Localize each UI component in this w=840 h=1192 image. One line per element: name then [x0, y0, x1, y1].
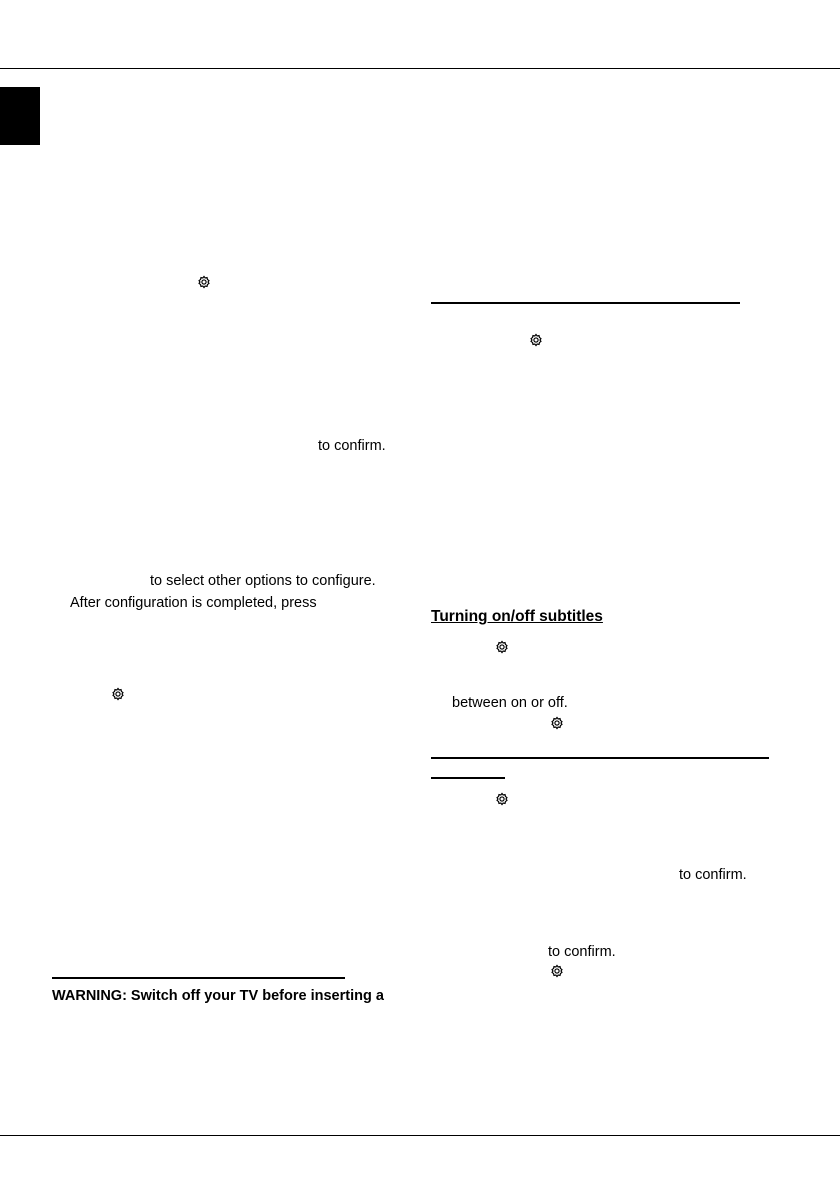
to-confirm-text: to confirm.: [679, 867, 747, 883]
section-rule: [431, 777, 505, 779]
to-confirm-text: to confirm.: [548, 944, 616, 960]
section-rule: [52, 977, 345, 979]
section-rule: [431, 302, 740, 304]
gear-icon: [529, 333, 543, 347]
gear-icon: [550, 716, 564, 730]
between-on-off-text: between on or off.: [452, 695, 568, 711]
gear-icon: [197, 275, 211, 289]
gear-icon: [550, 964, 564, 978]
top-rule: [0, 68, 840, 69]
section-rule: [431, 757, 769, 759]
select-other-options-text: to select other options to configure.: [150, 573, 376, 589]
gear-icon: [495, 792, 509, 806]
bottom-rule: [0, 1135, 840, 1136]
gear-icon: [111, 687, 125, 701]
after-configuration-text: After configuration is completed, press: [70, 595, 317, 611]
warning-text: WARNING: Switch off your TV before inserting a: [52, 988, 384, 1004]
language-tab: [0, 87, 40, 145]
to-confirm-text: to confirm.: [318, 438, 386, 454]
gear-icon: [495, 640, 509, 654]
subtitles-heading: Turning on/off subtitles: [431, 608, 603, 625]
